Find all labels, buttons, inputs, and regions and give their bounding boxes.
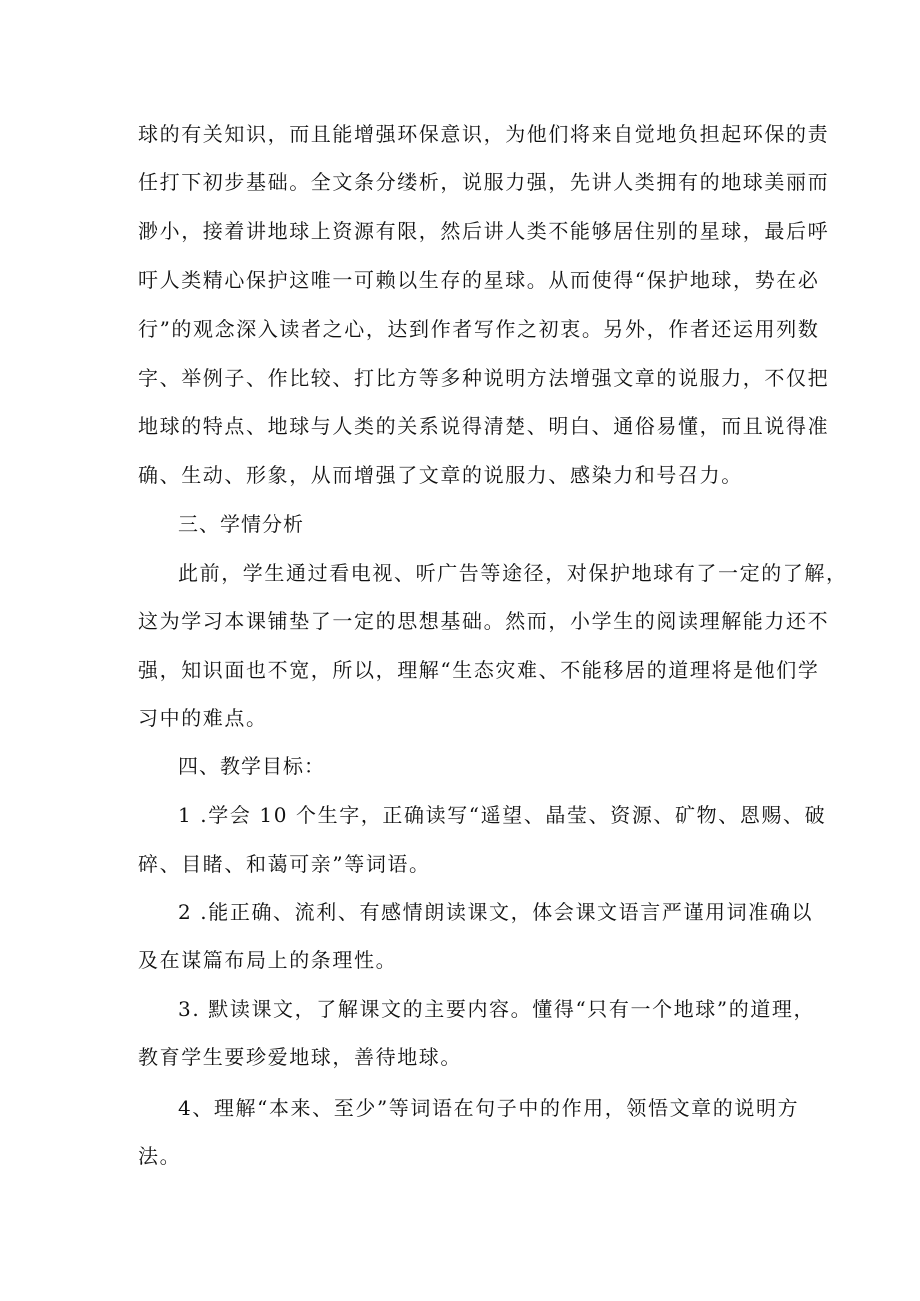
list-item-continued: 教育学生要珍爱地球，善待地球。 [138,1045,462,1069]
list-item: 3. 默读课文，了解课文的主要内容。懂得“只有一个地球”的道理， [178,997,816,1021]
paragraph-line: 渺小，接着讲地球上资源有限，然后讲人类不能够居住别的星球，最后呼 [138,219,830,243]
paragraph-line: 确、生动、形象，从而增强了文章的说服力、感染力和号召力。 [138,463,743,487]
paragraph-line: 这为学习本课铺垫了一定的思想基础。然而，小学生的阅读理解能力还不 [138,609,830,633]
paragraph-line: 字、举例子、作比较、打比方等多种说明方法增强文章的说服力，不仅把 [138,366,830,390]
paragraph-line: 吁人类精心保护这唯一可赖以生存的星球。从而使得“保护地球，势在必 [138,268,820,292]
paragraph-line: 任打下初步基础。全文条分缕析，说服力强，先讲人类拥有的地球美丽而 [138,170,830,194]
list-item-continued: 碎、目睹、和蔼可亲”等词语。 [138,852,431,876]
list-item: 2 .能正确、流利、有感情朗读课文，体会课文语言严谨用词准确以 [178,900,814,924]
paragraph-line: 地球的特点、地球与人类的关系说得清楚、明白、通俗易懂，而且说得准 [138,414,830,438]
list-item-continued: 法。 [138,1144,182,1168]
paragraph-line: 强，知识面也不宽，所以，理解“生态灾难、不能移居的道理将是他们学 [138,658,820,682]
paragraph-line: 行”的观念深入读者之心，达到作者写作之初衷。另外，作者还运用列数 [138,317,820,341]
paragraph-line: 习中的难点。 [138,706,268,730]
section-heading: 三、学情分析 [178,512,304,536]
list-item: 4、理解“本来、至少”等词语在句子中的作用，领悟文章的说明方 [178,1096,800,1120]
list-item-continued: 及在谋篇布局上的条理性。 [138,948,398,972]
list-item: 1 .学会 10 个生字，正确读写“遥望、晶莹、资源、矿物、恩赐、破 [178,803,827,827]
paragraph-line: 此前，学生通过看电视、听广告等途径，对保护地球有了一定的了解， [178,561,848,585]
paragraph-line: 球的有关知识，而且能增强环保意识，为他们将来自觉地负担起环保的责 [138,122,830,146]
section-heading: 四、教学目标： [178,754,325,778]
